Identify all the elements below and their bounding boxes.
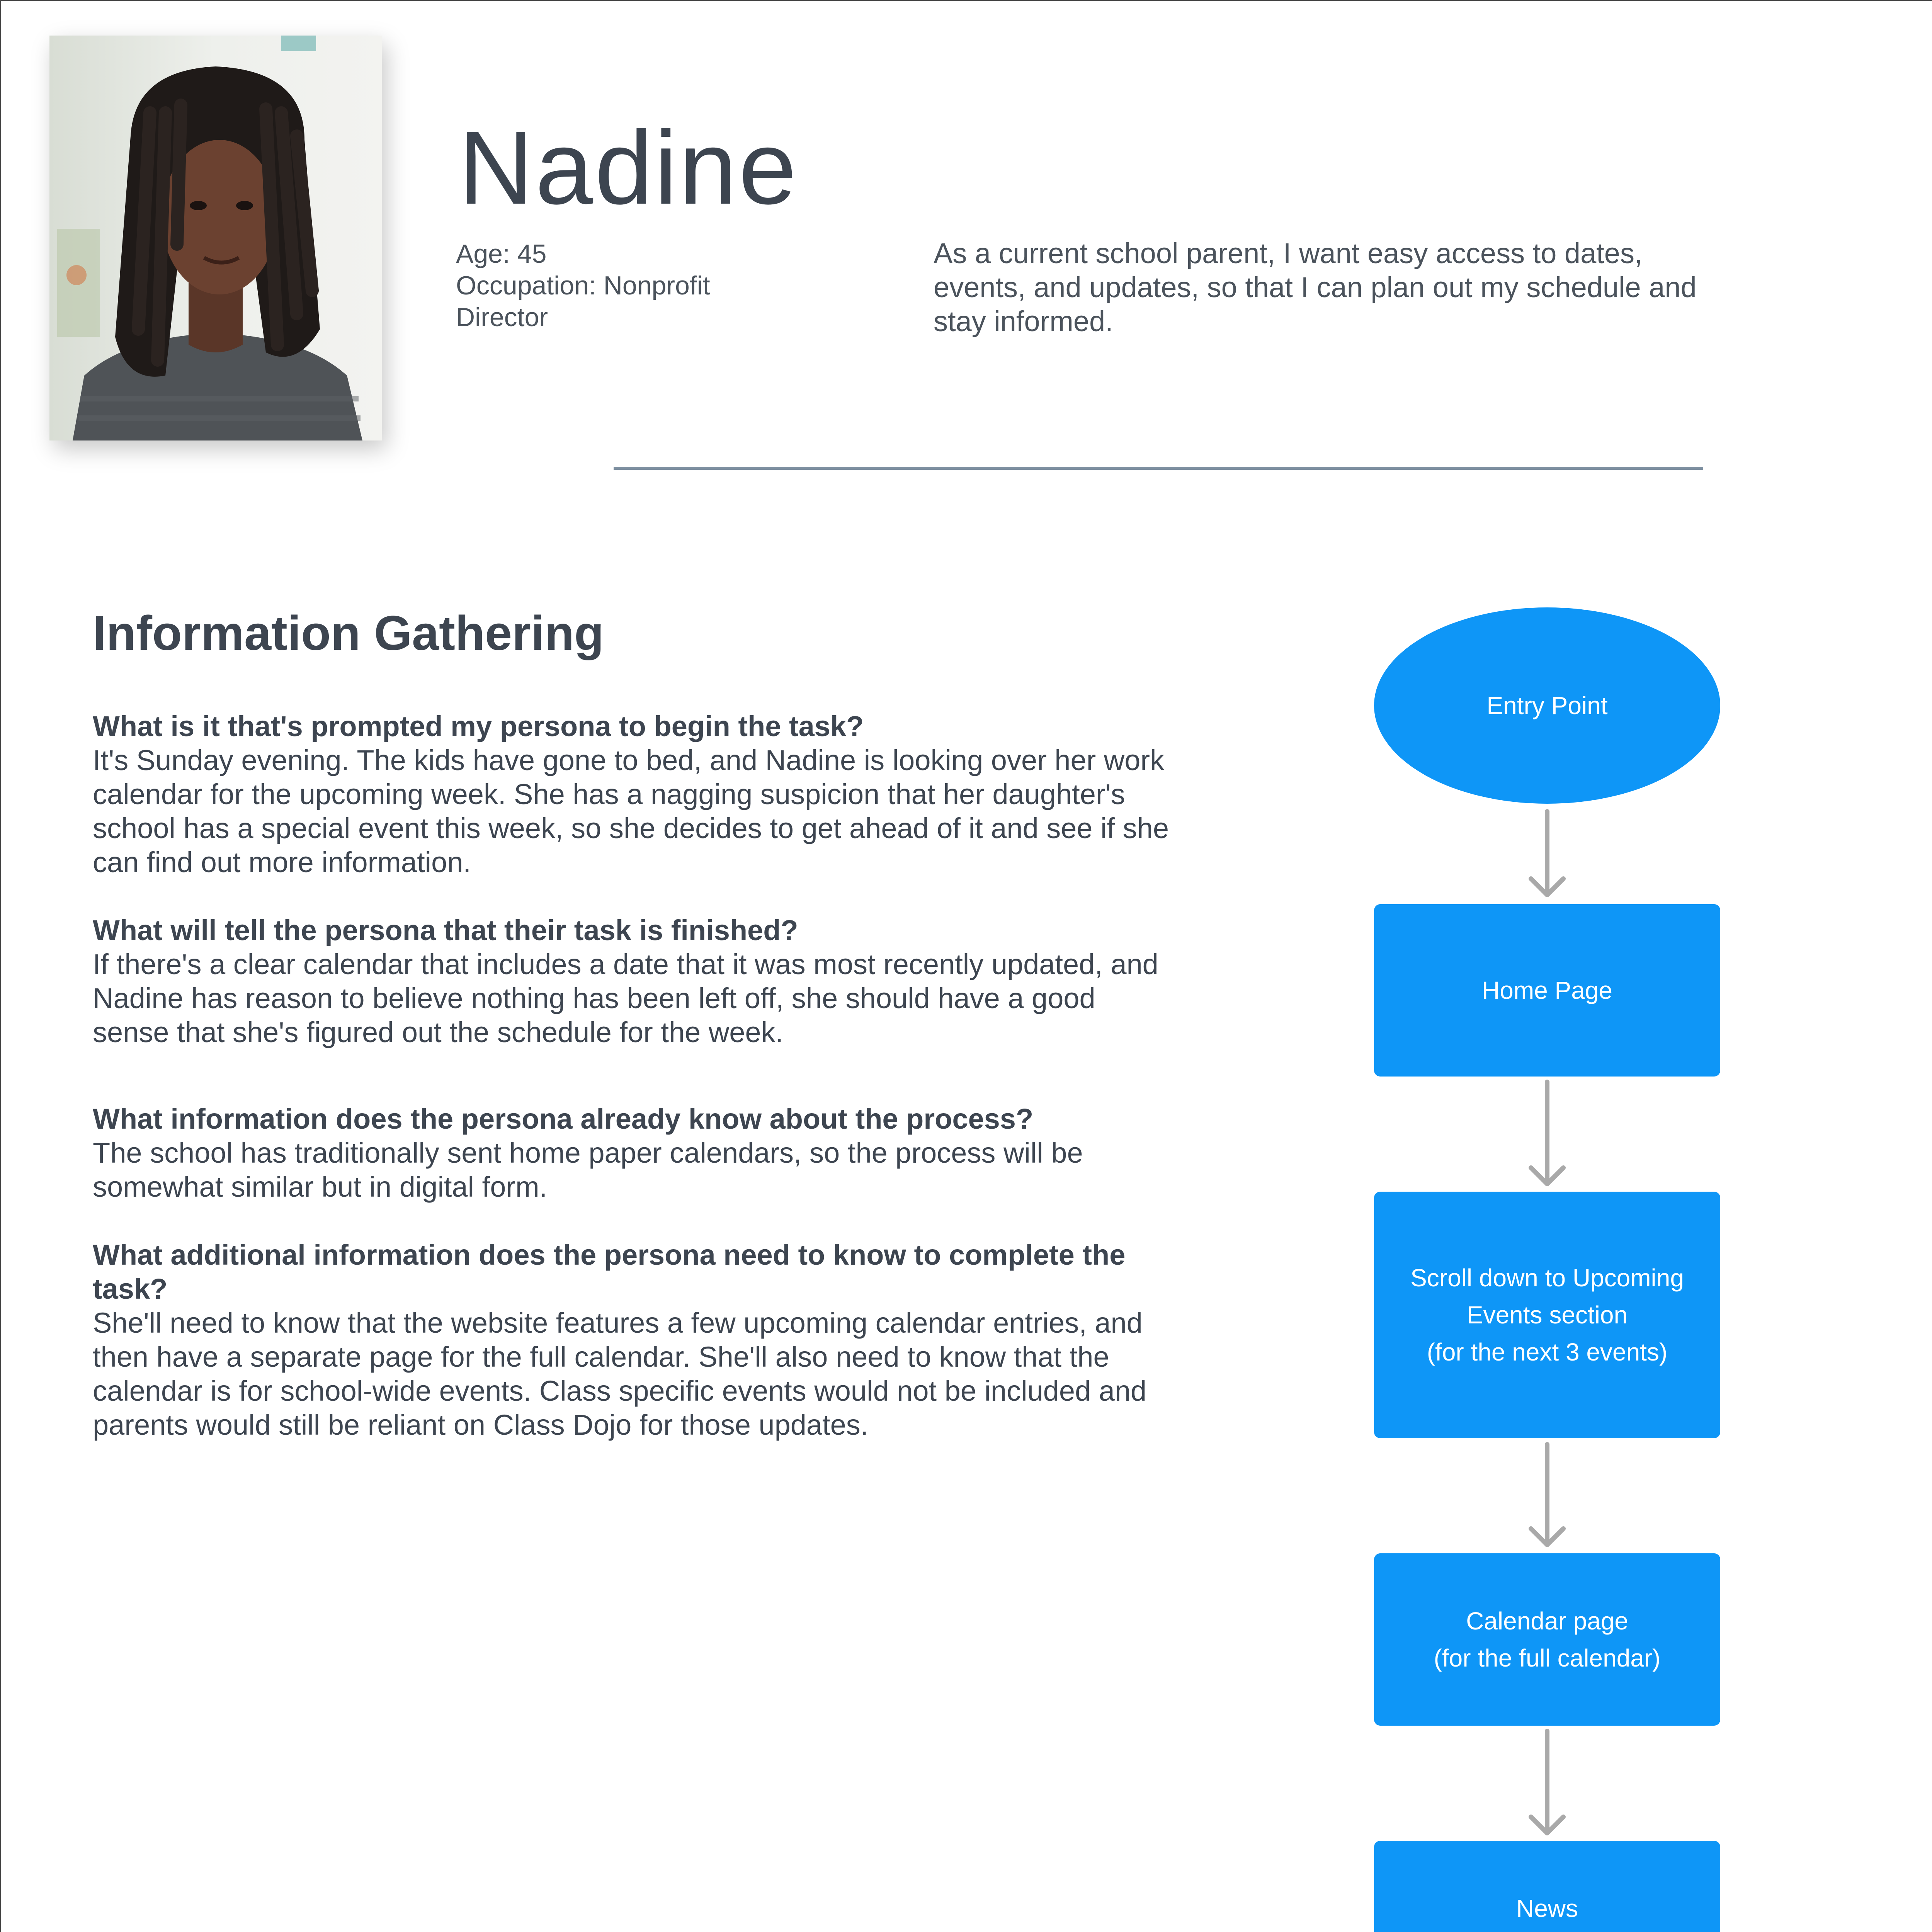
- flow-node-label: Calendar page: [1466, 1607, 1628, 1635]
- flow-node-home-page: [1374, 904, 1720, 1077]
- persona-goal-statement: As a current school parent, I want easy access to dates, events, and updates, so that I can plan out my schedule and stay informed.: [934, 237, 1697, 337]
- persona-name: Nadine: [458, 110, 798, 226]
- flow-node-label: Home Page: [1482, 976, 1612, 1004]
- flow-node-label: Entry Point: [1486, 692, 1608, 719]
- qa-answer: It's Sunday evening. The kids have gone to bed, and Nadine is looking over her work calendar for the upcoming week. She has a nagging suspicion that her daughter's school has a special event this week, so she decides to get ahead of it and see if she can find out more information.: [93, 744, 1169, 878]
- persona-age: Age: 45: [456, 239, 547, 269]
- qa-question: What is it that's prompted my persona to begin the task?: [93, 710, 864, 742]
- flow-node-label: [1433, 1927, 1662, 1932]
- persona-details: [456, 238, 804, 333]
- flow-node-entry-point: [1374, 607, 1720, 804]
- qa-question: What information does the persona already know about the process?: [93, 1103, 1034, 1135]
- qa-answer: She'll need to know that the website features a few upcoming calendar entries, and then have a separate page for the full calendar. She'll also need to know that the calendar is for school-wide events. Class specific events would not be included and parents would still be reliant on Class Dojo for those updates.: [93, 1307, 1147, 1441]
- qa-question: What will tell the persona that their task is finished?: [93, 914, 798, 946]
- qa-question: What additional information does the persona need to know to complete the task?: [93, 1239, 1126, 1305]
- qa-item: [93, 1102, 1175, 1204]
- flow-node-label: Scroll down to Upcoming: [1410, 1264, 1684, 1292]
- flow-node-label: Events section: [1466, 1301, 1628, 1329]
- persona-occupation-line2: Director: [456, 303, 548, 332]
- qa-answer: If there's a clear calendar that includes a date that it was most recently updated, and Nadine has reason to believe nothing has been left off, she should have a good sense that she's figured out the schedule for the week.: [93, 948, 1158, 1048]
- flow-node-calendar-page: [1374, 1553, 1720, 1726]
- persona-photo: [49, 36, 382, 440]
- flow-node-label: (for the next 3 events): [1427, 1338, 1668, 1366]
- qa-item: [93, 709, 1175, 879]
- flow-node-label: (for the full calendar): [1434, 1644, 1661, 1672]
- qa-item: [93, 1238, 1175, 1442]
- header-divider: [614, 467, 1703, 470]
- flow-node-label: News: [1516, 1895, 1578, 1922]
- qa-item: [93, 913, 1175, 1049]
- persona-occupation-line1: Occupation: Nonprofit: [456, 271, 710, 300]
- section-title: Information Gathering: [93, 606, 604, 660]
- flow-node-upcoming-events: [1374, 1192, 1720, 1438]
- flow-node-news: [1374, 1841, 1720, 1932]
- qa-answer: The school has traditionally sent home paper calendars, so the process will be somewhat similar but in digital form.: [93, 1137, 1083, 1203]
